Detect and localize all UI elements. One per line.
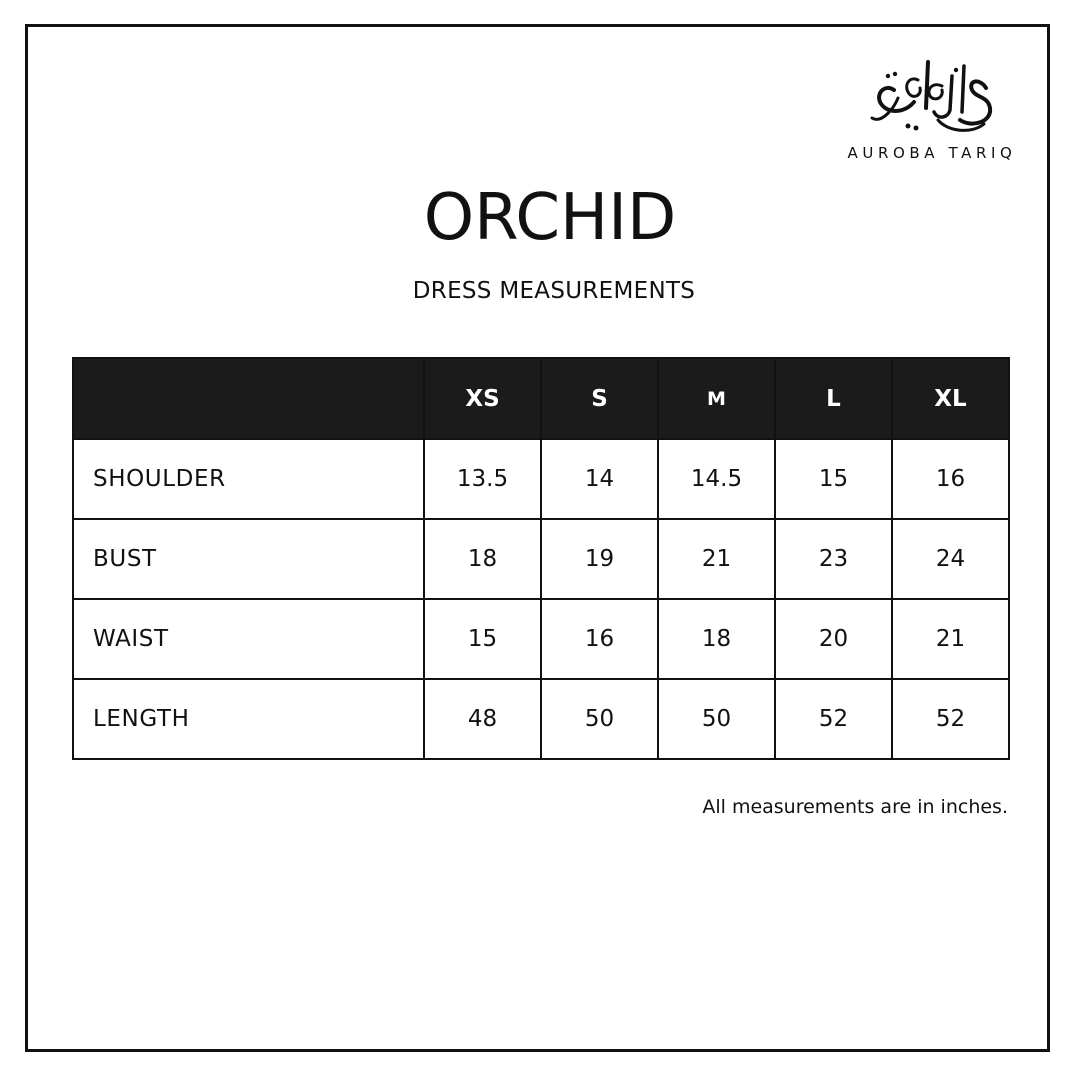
- table-cell: 15: [424, 599, 541, 679]
- table-corner-cell: [73, 358, 424, 439]
- table-cell: 16: [541, 599, 658, 679]
- size-header-xl: XL: [892, 358, 1009, 439]
- table-cell: 20: [775, 599, 892, 679]
- table-cell: 13.5: [424, 439, 541, 519]
- table-cell: 21: [658, 519, 775, 599]
- brand-name: AUROBA TARIQ: [847, 144, 1017, 162]
- size-chart-table: [72, 357, 1010, 760]
- size-header-l: L: [775, 358, 892, 439]
- table-cell: 50: [658, 679, 775, 759]
- table-cell: 14.5: [658, 439, 775, 519]
- row-label-shoulder: SHOULDER: [73, 439, 424, 519]
- table-cell: 14: [541, 439, 658, 519]
- row-label-length: LENGTH: [73, 679, 424, 759]
- table-row: [73, 439, 1009, 519]
- table-cell: 18: [658, 599, 775, 679]
- size-header-xs: XS: [424, 358, 541, 439]
- table-cell: 15: [775, 439, 892, 519]
- table-cell: 16: [892, 439, 1009, 519]
- size-header-s: S: [541, 358, 658, 439]
- size-header-m: M: [658, 358, 775, 439]
- table-cell: 50: [541, 679, 658, 759]
- row-label-bust: BUST: [73, 519, 424, 599]
- row-label-waist: WAIST: [73, 599, 424, 679]
- arabic-calligraphy-logo-icon: [868, 58, 998, 140]
- page-title: ORCHID: [423, 181, 677, 255]
- table-cell: 21: [892, 599, 1009, 679]
- table-row: [73, 599, 1009, 679]
- page-subtitle: DRESS MEASUREMENTS: [412, 278, 696, 304]
- table-cell: 18: [424, 519, 541, 599]
- table-cell: 23: [775, 519, 892, 599]
- table-cell: 19: [541, 519, 658, 599]
- table-cell: 24: [892, 519, 1009, 599]
- table-row: [73, 679, 1009, 759]
- table-row: [73, 519, 1009, 599]
- table-cell: 52: [892, 679, 1009, 759]
- measurement-units-note: All measurements are in inches.: [702, 796, 1008, 818]
- brand-logo: [832, 58, 1032, 168]
- table-header-row: [73, 358, 1009, 439]
- table-cell: 52: [775, 679, 892, 759]
- table-cell: 48: [424, 679, 541, 759]
